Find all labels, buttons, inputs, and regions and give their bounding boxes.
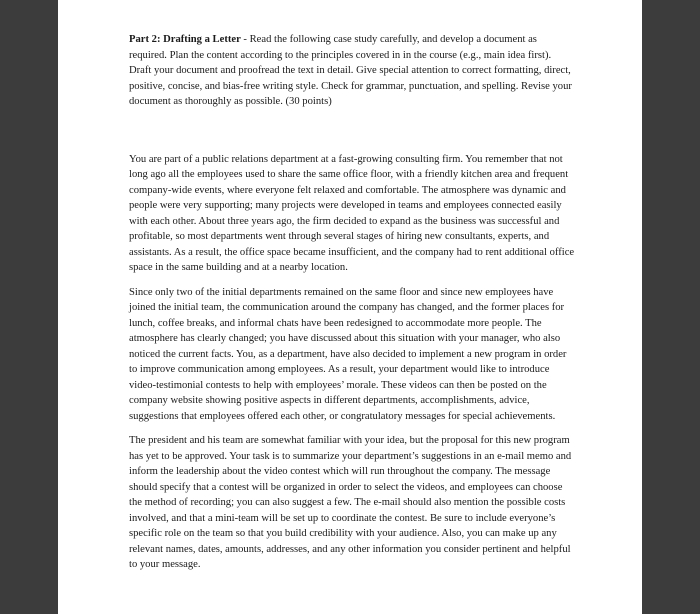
document-content [129, 32, 576, 582]
left-margin-bar [0, 0, 58, 614]
case-study-paragraph-2: Since only two of the initial departments remained on the same floor and since new employees have joined the initial team, the communication around the company has changed, and the former places for lunch, coffee breaks, and informal chats have been redesigned to accommodate more people. The atmosphere has clearly changed; you have discussed about this situation with your manager, who also noticed the current facts. You, as a department, have also decided to implement a new program in order to improve communication among employees. As a result, your department would like to introduce video-testimonial contests to help with employees’ morale. These videos can then be posted on the company website showing positive aspects in different departments, accomplishments, advice, suggestions that employees offered each other, or congratulatory messages for special achievements. [129, 286, 567, 422]
case-study-paragraph-1: You are part of a public relations department at a fast-growing consulting firm. You remember that not long ago all the employees used to share the same office floor, with a friendly kitchen area and frequent company-wide events, where everyone felt relaxed and comfortable. The atmosphere was dynamic and people were very supporting; many projects were developed in teams and employees connected easily with each other. About three years ago, the firm decided to expand as the business was successful and profitable, so most departments went through several stages of hiring new consultants, experts, and assistants. As a result, the office space became insufficient, and the company had to rent additional office space in the same building and at a nearby location. [129, 153, 575, 273]
document-page [58, 0, 642, 614]
instructions-paragraph [129, 32, 576, 110]
instructions-heading: Part 2: Drafting a Letter [129, 34, 241, 45]
case-study-paragraph-3: The president and his team are somewhat familiar with your idea, but the proposal for this new program has yet to be approved. Your task is to summarize your department’s suggestions in an e-mail memo and inform the leadership about the video contest which will run throughout the company. The message should specify that a contest will be organized in order to select the videos, and employees can choose the method of recording; you can also suggest a few. The e-mail should also mention the possible costs involved, and that a mini-team will be set up to coordinate the contest. Be sure to include everyone’s specific role on the team so that you build credibility with your audience. Also, you can make up any relevant names, dates, amounts, addresses, and any other information you consider pertinent and helpful to your message. [129, 435, 572, 570]
right-margin-bar [642, 0, 700, 614]
instructions-text: - Read the following case study carefully, and develop a document as required. Plan the content according to the principles covered in in the course (e.g., main idea first). Draft your document and proofread the text in detail. Give special attention to correct formatting, direct, positive, concise, and bias-free writing style. Check for grammar, punctuation, and spelling. Revise your document as thoroughly as possible. (30 points) [129, 34, 572, 107]
